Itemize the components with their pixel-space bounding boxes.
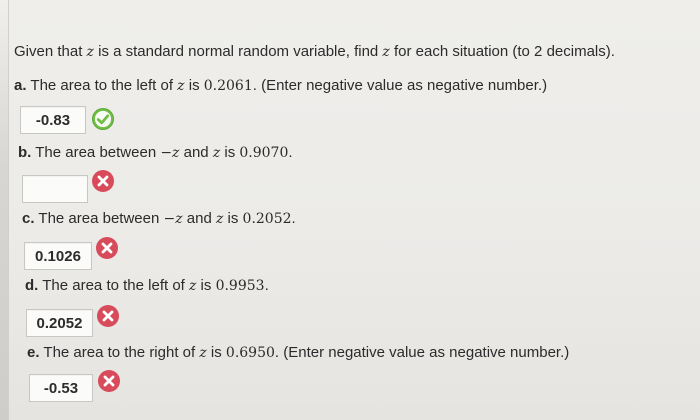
question-b-value: 0.9070: [239, 145, 289, 161]
question-c-middle2: is: [223, 210, 243, 227]
question-e-z: z: [199, 345, 207, 361]
question-d-value: 0.9953: [215, 278, 265, 294]
answer-box-d[interactable]: 0.2052: [26, 309, 93, 337]
question-d-middle: is: [196, 277, 216, 294]
x-circle-icon: [91, 169, 115, 193]
answer-box-c[interactable]: 0.1026: [24, 242, 92, 270]
question-d-letter: d.: [25, 277, 39, 294]
question-c-before: The area between: [34, 210, 164, 227]
question-c-negz: −z: [163, 211, 183, 227]
answer-box-b[interactable]: [22, 175, 88, 203]
intro-text-3: for each situation (to 2 decimals).: [389, 43, 615, 60]
question-c-letter: c.: [22, 210, 35, 227]
question-e-letter: e.: [27, 344, 40, 361]
answer-box-a[interactable]: -0.83: [20, 106, 86, 134]
question-c-z: z: [215, 211, 224, 227]
question-b-letter: b.: [18, 144, 32, 161]
question-c-after: .: [291, 210, 296, 227]
question-e-after: . (Enter negative value as negative number.): [274, 344, 570, 361]
intro-text-2: is a standard normal random variable, find: [93, 43, 383, 60]
left-rail: [0, 0, 9, 420]
question-b-after: .: [288, 144, 293, 161]
question-b-negz: −z: [160, 145, 180, 161]
question-a-before: The area to the left of: [26, 77, 178, 94]
question-d-after: .: [264, 277, 269, 294]
question-e: [27, 344, 569, 362]
x-circle-icon: [96, 304, 120, 328]
x-circle-icon: [95, 236, 119, 260]
question-c-middle: and: [182, 210, 216, 227]
question-c: [22, 210, 296, 228]
intro-text-1: Given that: [14, 43, 87, 60]
question-a-letter: a.: [14, 77, 27, 94]
question-b-before: The area between: [31, 144, 161, 161]
question-d: [25, 277, 269, 295]
question-d-before: The area to the left of: [38, 277, 189, 294]
question-a-value: 0.2061: [203, 78, 253, 94]
question-a-z: z: [177, 78, 185, 94]
question-e-before: The area to the right of: [39, 344, 200, 361]
question-e-value: 0.6950: [225, 345, 275, 361]
question-b: [18, 144, 293, 162]
answer-box-e[interactable]: -0.53: [29, 374, 93, 402]
intro-z-2: z: [382, 44, 390, 60]
question-b-middle: and: [179, 144, 213, 161]
x-circle-icon: [97, 369, 121, 393]
question-b-middle2: is: [220, 144, 240, 161]
check-circle-icon: [91, 107, 115, 131]
question-c-value: 0.2052: [242, 211, 292, 227]
question-e-middle: is: [206, 344, 226, 361]
question-a-after: . (Enter negative value as negative number.): [252, 77, 548, 94]
question-a: [14, 77, 547, 95]
intro-text: [14, 43, 615, 61]
question-d-z: z: [189, 278, 197, 294]
question-a-middle: is: [184, 77, 204, 94]
question-b-z: z: [212, 145, 221, 161]
intro-z-1: z: [86, 44, 94, 60]
